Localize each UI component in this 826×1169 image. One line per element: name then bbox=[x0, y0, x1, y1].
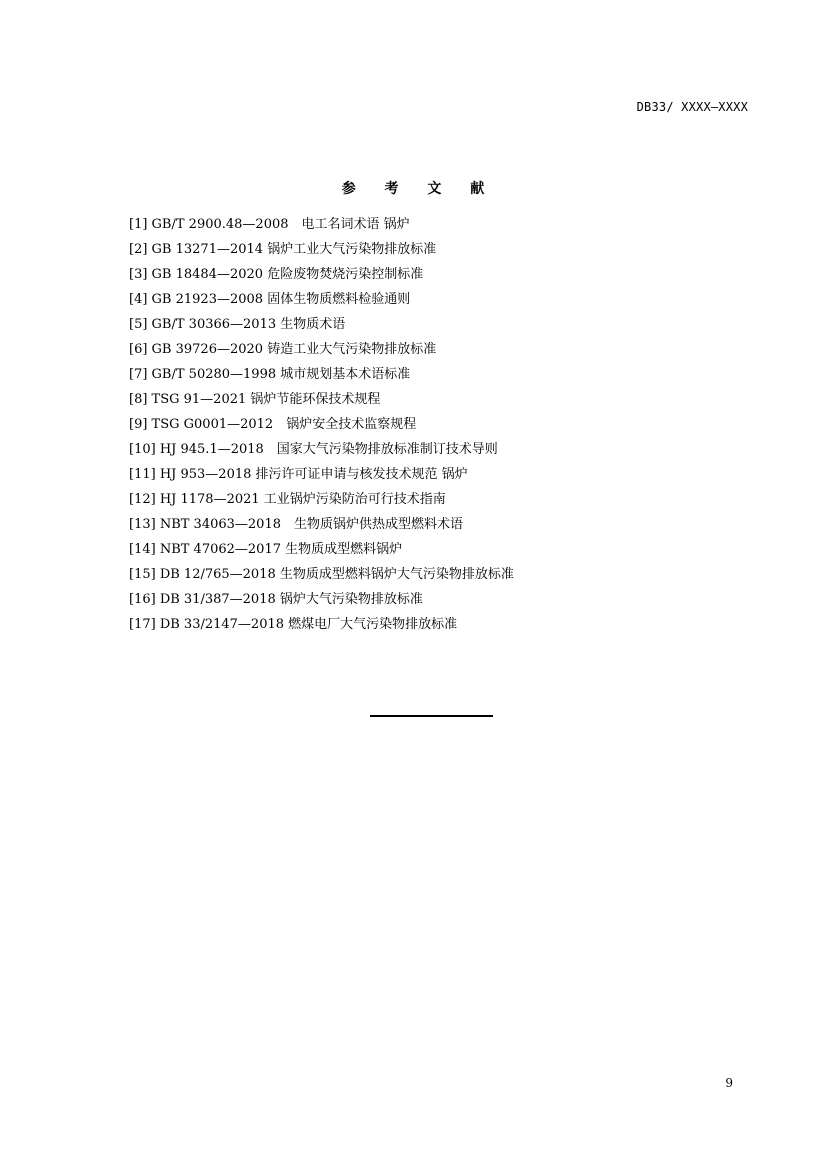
reference-item: [1] GB/T 2900.48—2008 电工名词术语 锅炉 bbox=[129, 217, 410, 232]
reference-item: [14] NBT 47062—2017 生物质成型燃料锅炉 bbox=[129, 542, 403, 557]
end-of-document-rule bbox=[370, 715, 493, 717]
reference-item: [11] HJ 953—2018 排污许可证申请与核发技术规范 锅炉 bbox=[129, 467, 468, 482]
reference-item: [10] HJ 945.1—2018 国家大气污染物排放标准制订技术导则 bbox=[129, 442, 498, 457]
reference-item: [8] TSG 91—2021 锅炉节能环保技术规程 bbox=[129, 392, 381, 407]
reference-item: [7] GB/T 50280—1998 城市规划基本术语标准 bbox=[129, 367, 411, 382]
reference-item: [6] GB 39726—2020 铸造工业大气污染物排放标准 bbox=[129, 342, 437, 357]
standard-code-header: DB33/ XXXX—XXXX bbox=[636, 100, 748, 114]
reference-item: [9] TSG G0001—2012 锅炉安全技术监察规程 bbox=[129, 417, 417, 432]
reference-item: [2] GB 13271—2014 锅炉工业大气污染物排放标准 bbox=[129, 242, 437, 257]
reference-item: [4] GB 21923—2008 固体生物质燃料检验通则 bbox=[129, 292, 411, 307]
reference-item: [16] DB 31/387—2018 锅炉大气污染物排放标准 bbox=[129, 592, 423, 607]
reference-item: [13] NBT 34063—2018 生物质锅炉供热成型燃料术语 bbox=[129, 517, 463, 532]
reference-item: [12] HJ 1178—2021 工业锅炉污染防治可行技术指南 bbox=[129, 492, 446, 507]
reference-item: [3] GB 18484—2020 危险废物焚烧污染控制标准 bbox=[129, 267, 424, 282]
reference-item: [17] DB 33/2147—2018 燃煤电厂大气污染物排放标准 bbox=[129, 617, 458, 632]
references-section-title: 参 考 文 献 bbox=[341, 181, 497, 197]
page-number: 9 bbox=[725, 1076, 733, 1090]
reference-item: [5] GB/T 30366—2013 生物质术语 bbox=[129, 317, 346, 332]
reference-item: [15] DB 12/765—2018 生物质成型燃料锅炉大气污染物排放标准 bbox=[129, 567, 514, 582]
reference-list bbox=[129, 212, 514, 637]
